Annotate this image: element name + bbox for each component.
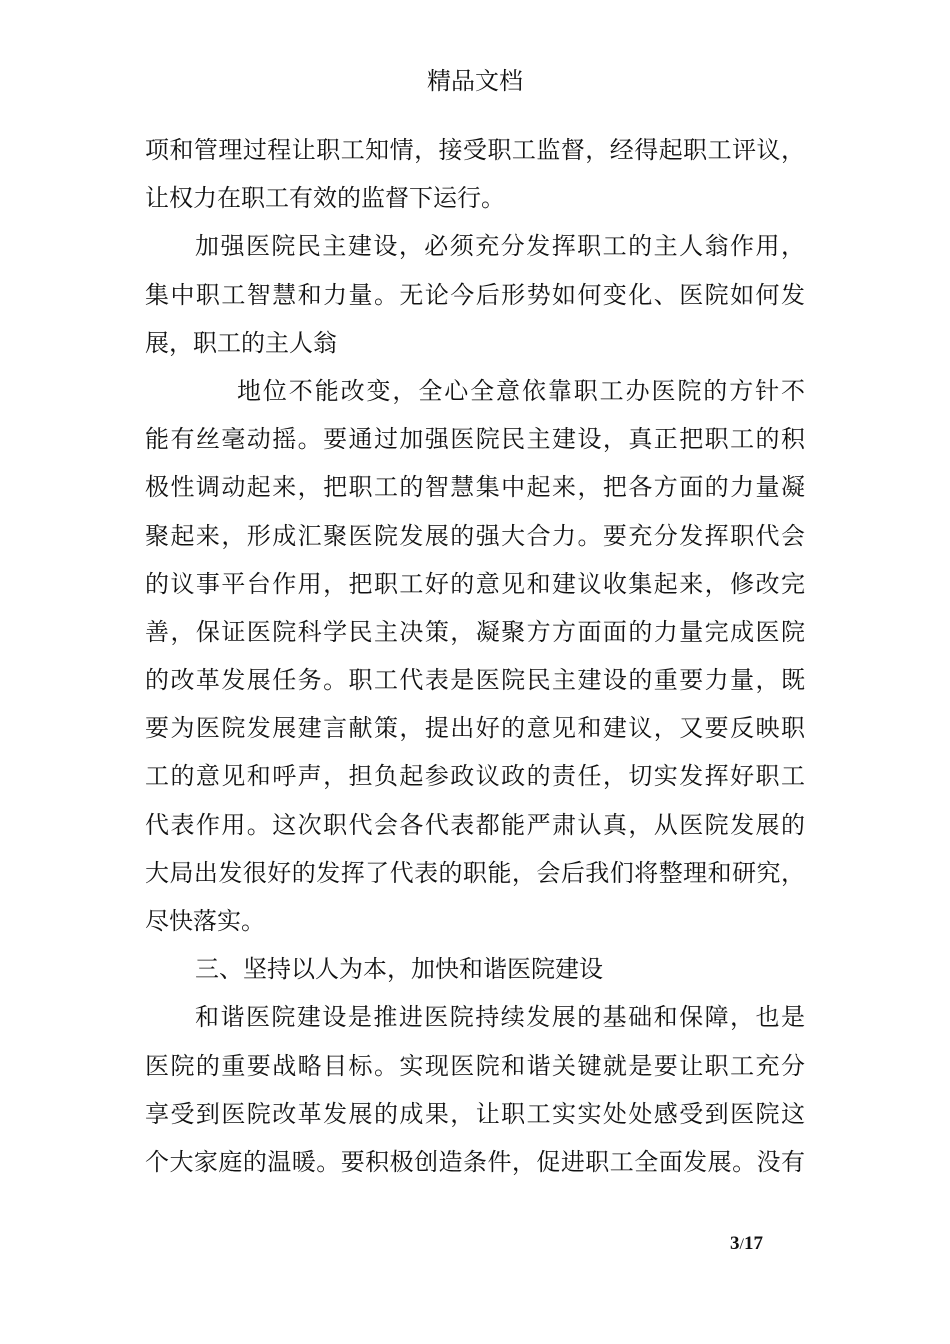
text-line: 要为医院发展建言献策，提出好的意见和建议，又要反映职: [145, 714, 805, 743]
text-line: 集中职工智慧和力量。无论今后形势如何变化、医院如何发: [145, 280, 805, 309]
text-line: 个大家庭的温暖。要积极创造条件，促进职工全面发展。没有: [145, 1147, 805, 1176]
text-line: 让权力在职工有效的监督下运行。: [145, 184, 505, 213]
page-current: 3: [730, 1233, 740, 1254]
section-heading: 三、坚持以人为本，加快和谐医院建设: [195, 955, 603, 984]
page-total: 17: [743, 1233, 763, 1254]
document-body: [145, 126, 805, 1186]
page-separator: /: [739, 1236, 744, 1253]
text-line: 医院的重要战略目标。实现医院和谐关键就是要让职工充分: [145, 1051, 805, 1080]
page-number: [730, 1233, 763, 1255]
text-line: 的议事平台作用，把职工好的意见和建议收集起来，修改完: [145, 569, 805, 598]
paragraph-first-line: 地位不能改变，全心全意依靠职工办医院的方针不: [237, 376, 805, 405]
paragraph-first-line: 加强医院民主建设，必须充分发挥职工的主人翁作用，: [195, 232, 805, 261]
text-line: 善，保证医院科学民主决策，凝聚方方面面的力量完成医院: [145, 617, 805, 646]
text-line: 项和管理过程让职工知情，接受职工监督，经得起职工评议，: [145, 136, 805, 164]
text-line: 尽快落实。: [145, 907, 265, 935]
text-line: 的改革发展任务。职工代表是医院民主建设的重要力量，既: [145, 666, 805, 695]
text-line: 展，职工的主人翁: [145, 328, 337, 357]
page-header-title: 精品文档: [427, 67, 523, 95]
text-line: 工的意见和呼声，担负起参政议政的责任，切实发挥好职工: [145, 762, 805, 791]
text-line: 代表作用。这次职代会各代表都能严肃认真，从医院发展的: [145, 810, 805, 839]
text-line: 极性调动起来，把职工的智慧集中起来，把各方面的力量凝: [145, 473, 805, 502]
paragraph-first-line: 和谐医院建设是推进医院持续发展的基础和保障，也是: [195, 1003, 805, 1032]
text-line: 能有丝毫动摇。要通过加强医院民主建设，真正把职工的积: [145, 425, 805, 454]
text-line: 聚起来，形成汇聚医院发展的强大合力。要充分发挥职代会: [145, 521, 805, 550]
text-line: 大局出发很好的发挥了代表的职能，会后我们将整理和研究，: [145, 858, 805, 887]
text-line: 享受到医院改革发展的成果，让职工实实处处感受到医院这: [145, 1099, 805, 1128]
